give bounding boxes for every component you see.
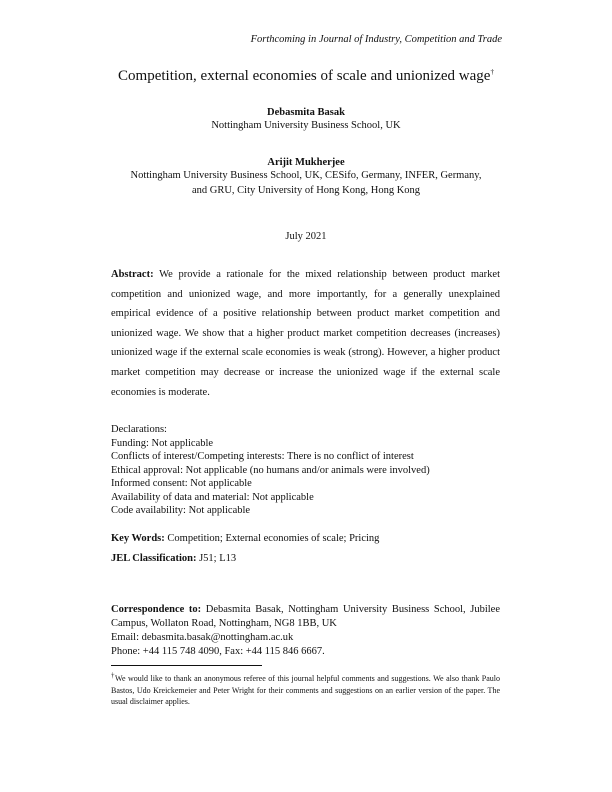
- correspondence-text: Debasmita Basak, Nottingham University Business School, Jubilee Campus, Wollaton Road, Nottingham, NG8 1BB, UK: [111, 604, 500, 629]
- jel-classification: [111, 553, 500, 564]
- declaration-item: Availability of data and material: Not applicable: [111, 491, 314, 503]
- journal-note: Forthcoming in Journal of Industry, Competition and Trade: [250, 34, 502, 45]
- author-affiliation: Nottingham University Business School, UK, CESifo, Germany, INFER, Germany,: [130, 170, 482, 181]
- paper-title: [0, 68, 612, 85]
- jel-text: J51; L13: [199, 553, 237, 564]
- correspondence-email[interactable]: Email: debasmita.basak@nottingham.ac.uk: [111, 632, 294, 643]
- declarations: [111, 423, 500, 518]
- correspondence-label: Correspondence to:: [111, 604, 202, 615]
- keywords-label: Key Words:: [111, 533, 165, 544]
- correspondence-phone: Phone: +44 115 748 4090, Fax: +44 115 846 6667.: [111, 646, 325, 657]
- author-name: Debasmita Basak: [267, 107, 345, 118]
- keywords-text: Competition; External economies of scale; Pricing: [167, 533, 380, 544]
- footnote-marker: †: [111, 671, 116, 680]
- declaration-item: Funding: Not applicable: [111, 437, 214, 449]
- declaration-item: Ethical approval: Not applicable (no humans and/or animals were involved): [111, 464, 430, 476]
- footnote-divider: [111, 665, 262, 666]
- title-footnote-marker: †: [490, 68, 494, 76]
- abstract-label: Abstract:: [111, 269, 154, 280]
- abstract: [111, 265, 500, 402]
- declaration-item: Code availability: Not applicable: [111, 505, 251, 516]
- abstract-text: We provide a rationale for the mixed relationship between product market competition and unionized wage, and more importantly, for a generally unexplained empirical evidence of a positive relationship between product market competition and unionized wage. We show that a higher product market competition decreases (increases) unionized wage if the external scale economies is weak (strong). However, a higher product market competition may decrease or increase the unionized wage if the external scale economies is moderate.: [111, 269, 500, 398]
- footnote: [111, 673, 500, 708]
- title-text: Competition, external economies of scale and unionized wage: [118, 68, 491, 84]
- jel-label: JEL Classification:: [111, 553, 197, 564]
- declaration-item: Informed consent: Not applicable: [111, 478, 252, 489]
- publication-date: July 2021: [285, 231, 327, 242]
- author-affiliation: Nottingham University Business School, UK: [211, 120, 401, 131]
- correspondence: [111, 603, 500, 659]
- author-block-2: [0, 157, 612, 198]
- declaration-item: Conflicts of interest/Competing interests: There is no conflict of interest: [111, 451, 414, 462]
- declarations-heading: Declarations:: [111, 424, 167, 435]
- footnote-text: We would like to thank an anonymous referee of this journal helpful comments and suggestions. We also thank Paulo Bastos, Udo Kreickemeier and Peter Wright for their comments and suggestions on an earlier version of the paper. The usual disclaimer applies.: [111, 674, 500, 706]
- author-name: Arijit Mukherjee: [267, 157, 345, 168]
- keywords: [111, 533, 500, 544]
- author-block-1: [0, 107, 612, 133]
- author-affiliation: and GRU, City University of Hong Kong, Hong Kong: [191, 185, 421, 196]
